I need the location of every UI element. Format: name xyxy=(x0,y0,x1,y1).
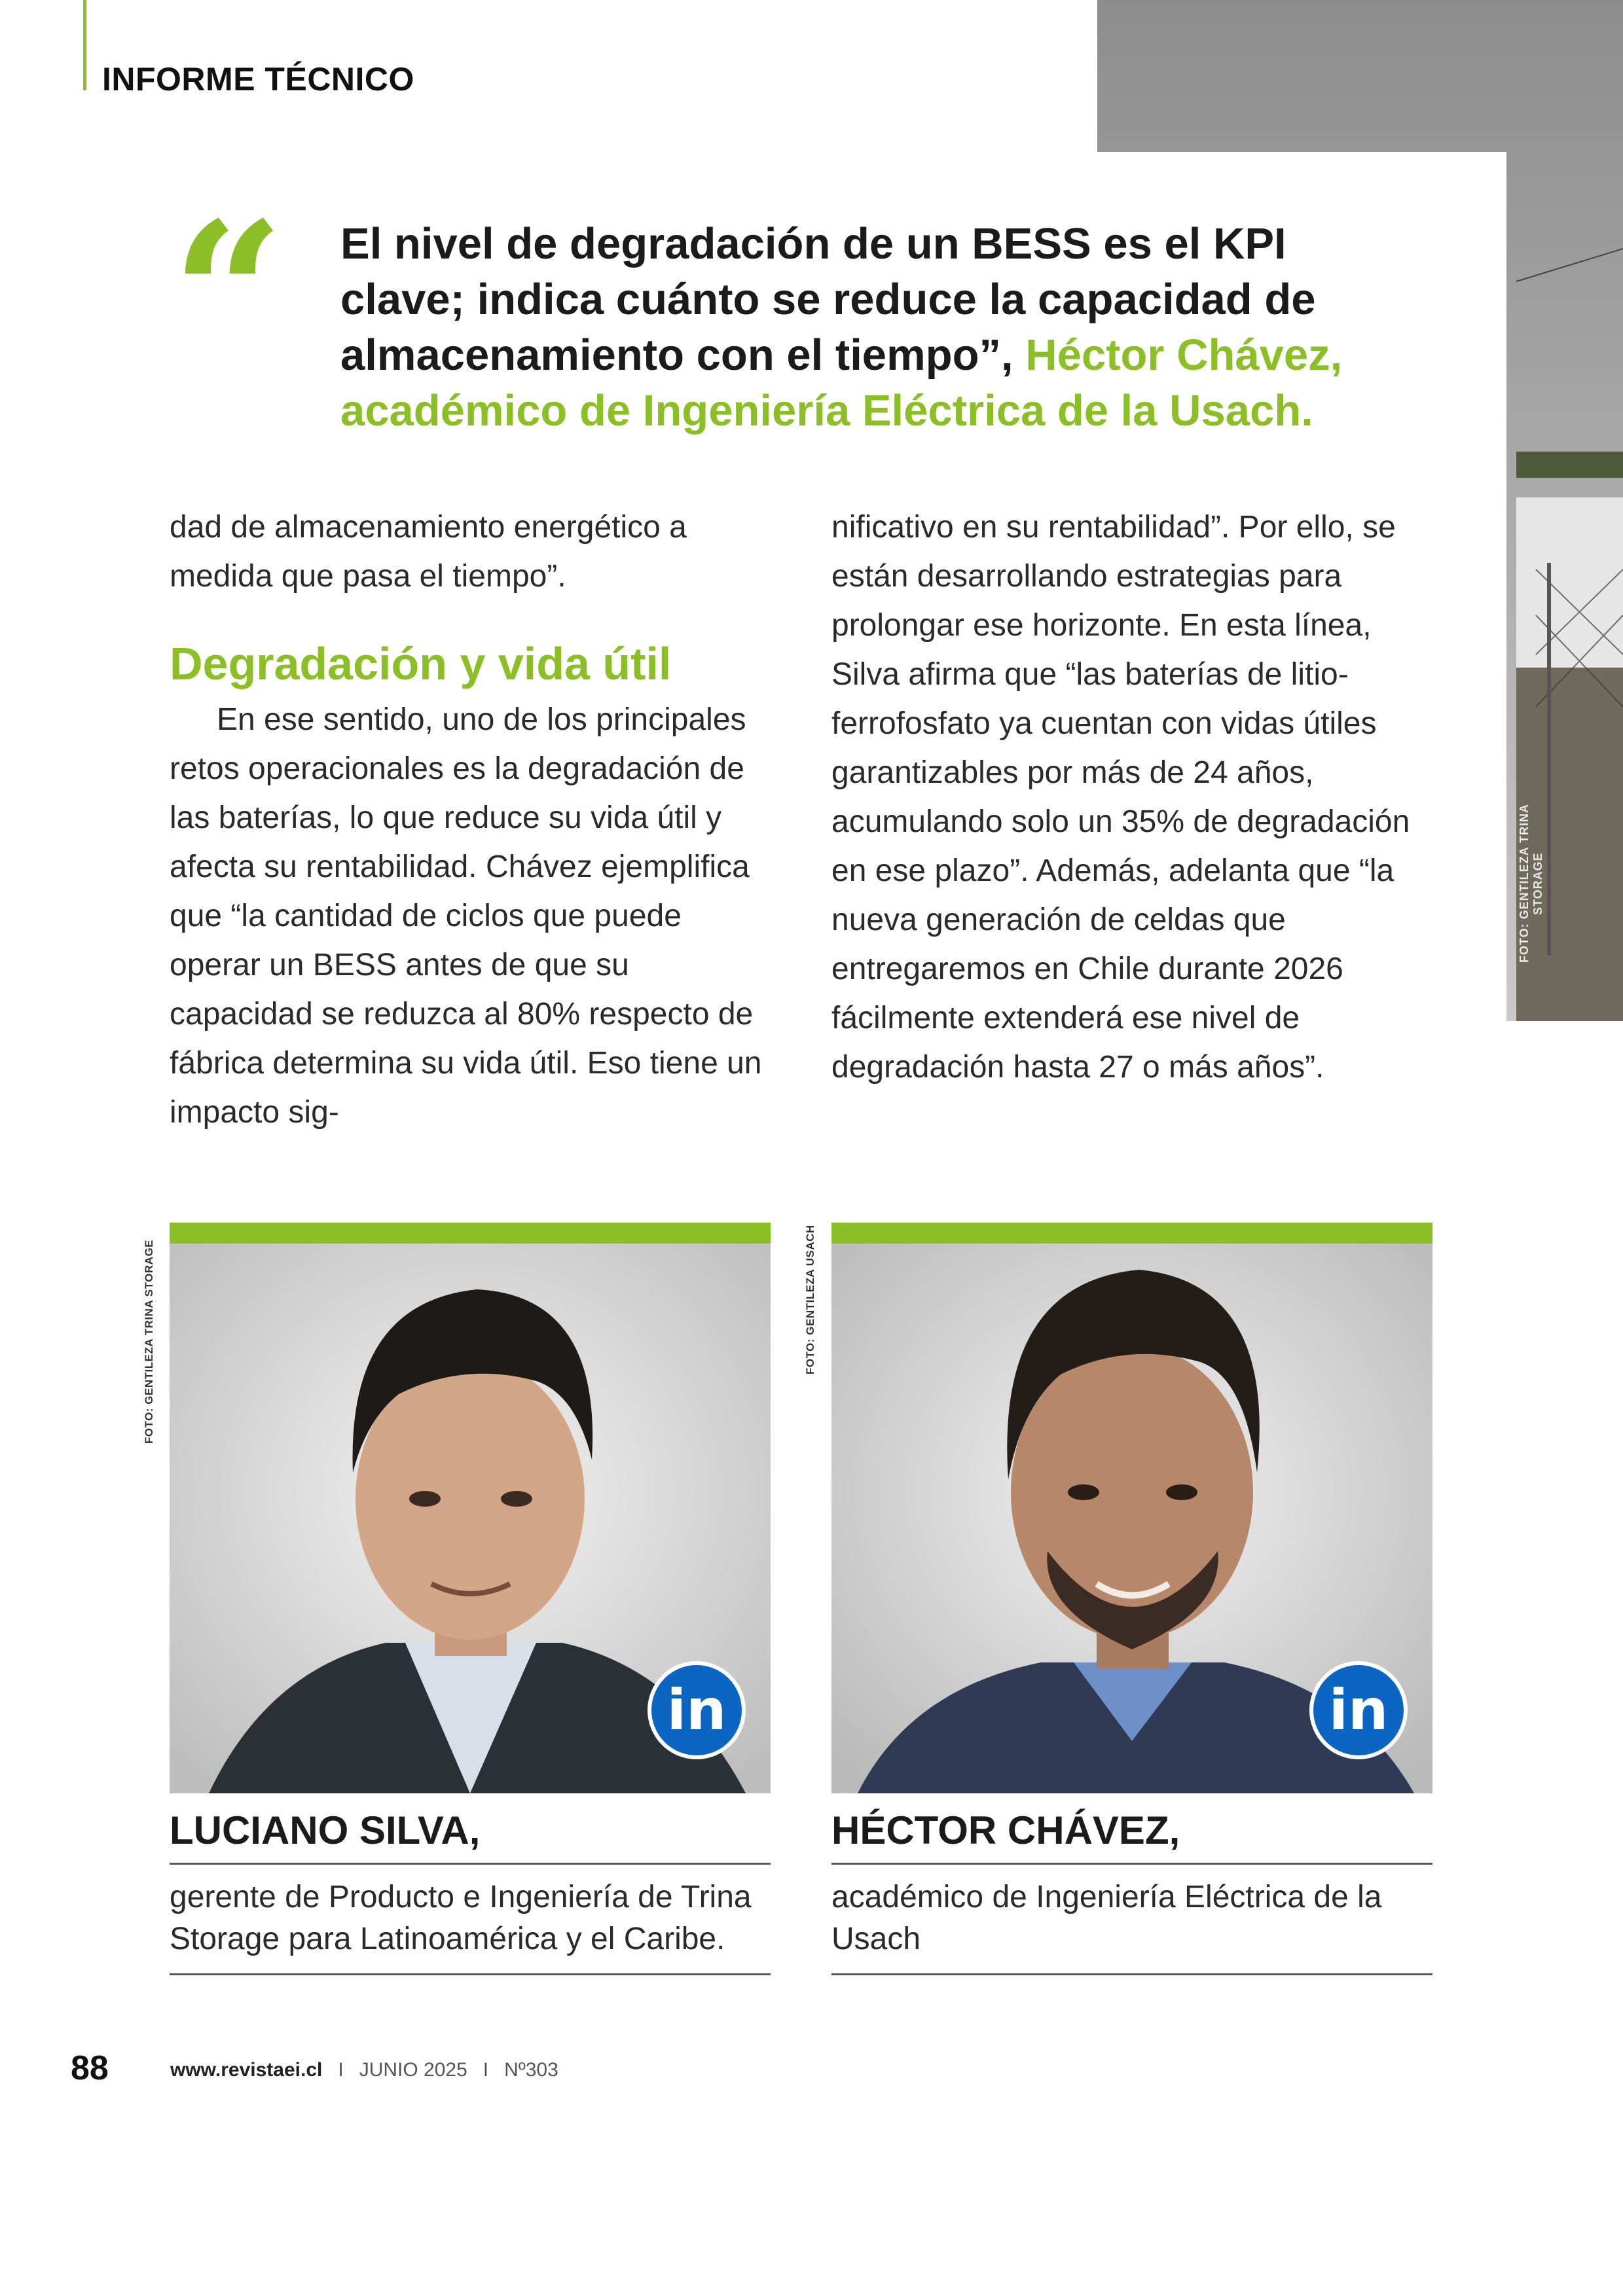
footer-date: JUNIO 2025 xyxy=(359,2059,467,2081)
photo-credit: FOTO: GENTILEZA USACH xyxy=(804,1225,816,1375)
article-left-column xyxy=(170,503,772,1137)
article-paragraph: En ese sentido, uno de los principales retos operacionales es la degradación de las baterías, lo que reduce su vida útil y afecta su rentabilidad. Chávez ejemplifica que “la cantidad de ciclos que puede operar un BESS antes de que su capacidad se reduzca al 80% respecto de fábrica determina su vida útil. Eso tiene un impacto sig- xyxy=(170,702,762,1130)
photo-credit: FOTO: GENTILEZA TRINA STORAGE xyxy=(143,1240,155,1444)
footer-issue: Nº303 xyxy=(504,2059,558,2081)
linkedin-icon[interactable]: in xyxy=(647,1661,746,1759)
article-right-column xyxy=(831,503,1434,1092)
footer-website[interactable]: www.revistaei.cl xyxy=(170,2059,323,2081)
page-number: 88 xyxy=(71,2049,109,2087)
portrait-photo xyxy=(831,1244,1432,1793)
pull-quote-attribution: Héctor Chávez, académico de Ingeniería Eléctrica de la Usach. xyxy=(340,331,1343,435)
person-role: gerente de Producto e Ingeniería de Trina Storage para Latinoamérica y el Caribe. xyxy=(170,1865,771,1975)
card-accent-bar xyxy=(170,1223,771,1244)
person-name: LUCIANO SILVA, xyxy=(170,1805,771,1865)
person-name: HÉCTOR CHÁVEZ, xyxy=(831,1805,1432,1865)
background-photo-credit: FOTO: GENTILEZA TRINA STORAGE xyxy=(1518,804,1544,963)
footer xyxy=(170,2059,558,2081)
person-role: académico de Ingeniería Eléctrica de la Usach xyxy=(831,1865,1432,1975)
section-accent-bar xyxy=(83,0,86,90)
linkedin-icon[interactable]: in xyxy=(1309,1661,1408,1759)
pull-quote xyxy=(340,216,1414,439)
article-paragraph-continued: nificativo en su rentabilidad”. Por ello, se están desarrollando estrategias para prolongar ese horizonte. En esta línea, Silva afirma que “las baterías de litio-ferrofosfato ya cuentan con vidas útiles garantizables por más de 24 años, acumulando solo un 35% de degradación en ese plazo”. Además, adelanta que “la nueva generación de celdas que entregaremos en Chile durante 2026 fácilmente extenderá ese nivel de degradación hasta 27 o más años”. xyxy=(831,510,1410,1085)
card-accent-bar xyxy=(831,1223,1432,1244)
pull-quote-text: El nivel de degradación de un BESS es el KPI clave; indica cuánto se reduce la capacidad de almacenamiento con el tiempo”, xyxy=(340,219,1316,380)
article-subheading: Degradación y vida útil xyxy=(170,638,672,689)
section-label: INFORME TÉCNICO xyxy=(102,61,414,98)
quote-mark-icon: “ xyxy=(172,179,285,410)
footer-separator: I xyxy=(338,2059,344,2081)
portrait-photo xyxy=(170,1244,771,1793)
profile-card xyxy=(170,1223,771,1975)
article-intro-text: dad de almacenamiento energético a medida que pasa el tiempo”. xyxy=(170,510,687,594)
profile-card xyxy=(831,1223,1432,1975)
footer-separator: I xyxy=(483,2059,489,2081)
